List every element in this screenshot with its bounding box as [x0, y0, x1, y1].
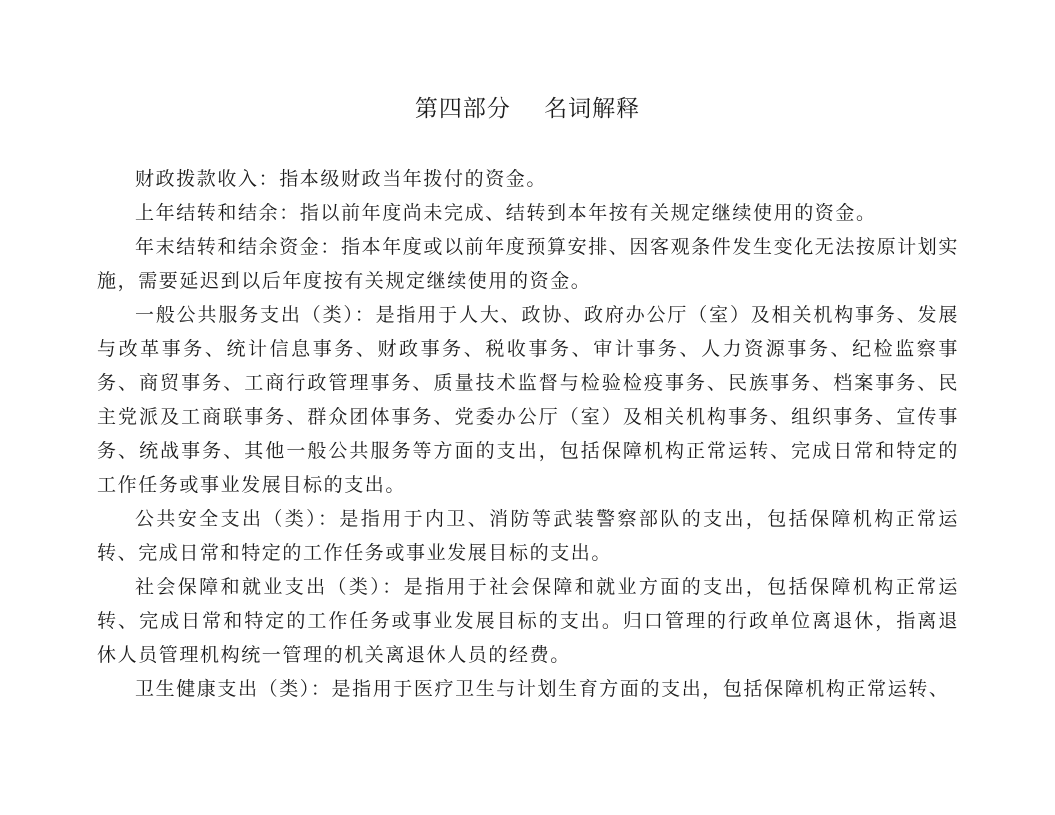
document-body	[97, 162, 959, 706]
paragraph-fiscal-appropriation-income: 财政拨款收入：指本级财政当年拨付的资金。	[135, 168, 548, 190]
paragraph-public-safety: 公共安全支出（类）：是指用于内卫、消防等武装警察部队的支出，包括保障机构正常运转、完成日常和特定的工作任务或事业发展目标的支出。	[97, 508, 959, 564]
paragraph-general-public-services: 一般公共服务支出（类）：是指用于人大、政协、政府办公厅（室）及相关机构事务、发展与改革事务、统计信息事务、财政事务、税收事务、审计事务、人力资源事务、纪检监察事务、商贸事务、工商行政管理事务、质量技术监督与检验检疫事务、民族事务、档案事务、民主党派及工商联事务、群众团体事务、党委办公厅（室）及相关机构事务、组织事务、宣传事务、统战事务、其他一般公共服务等方面的支出，包括保障机构正常运转、完成日常和特定的工作任务或事业发展目标的支出。	[97, 304, 959, 496]
paragraph-social-security-employment: 社会保障和就业支出（类）：是指用于社会保障和就业方面的支出，包括保障机构正常运转、完成日常和特定的工作任务或事业发展目标的支出。归口管理的行政单位离退休，指离退休人员管理机构统一管理的机关离退休人员的经费。	[97, 576, 959, 666]
paragraph-prior-year-carryover: 上年结转和结余：指以前年度尚未完成、结转到本年按有关规定继续使用的资金。	[135, 202, 877, 224]
paragraph-year-end-carryover: 年末结转和结余资金：指本年度或以前年度预算安排、因客观条件发生变化无法按原计划实施，需要延迟到以后年度按有关规定继续使用的资金。	[97, 236, 960, 292]
paragraph-health: 卫生健康支出（类）：是指用于医疗卫生与计划生育方面的支出，包括保障机构正常运转、	[135, 678, 950, 700]
page-title: 第四部分 名词解释	[414, 96, 641, 122]
